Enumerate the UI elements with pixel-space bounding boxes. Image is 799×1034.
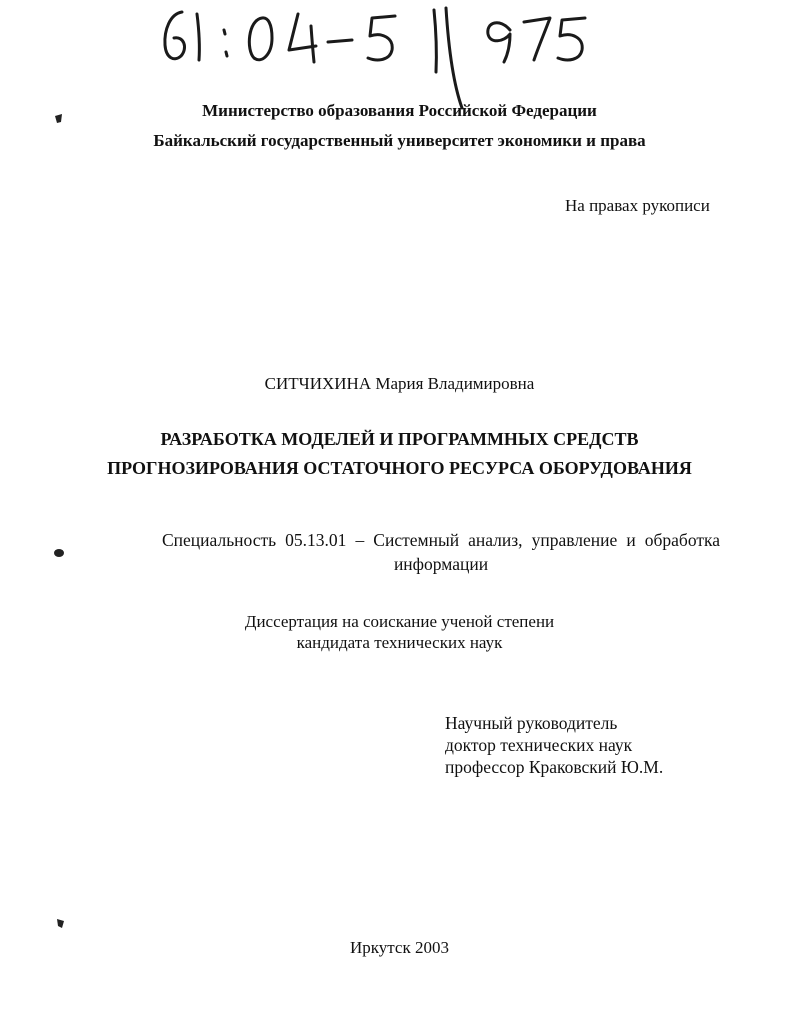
degree-line-2: кандидата технических наук	[296, 633, 503, 652]
supervisor-block	[445, 712, 663, 778]
manuscript-note: На правах рукописи	[565, 196, 710, 215]
university-heading: Байкальский государственный университет экономики и права	[153, 131, 646, 150]
scan-blot-3	[54, 916, 68, 932]
specialty-line-2: информации	[393, 554, 489, 574]
supervisor-role: Научный руководитель	[445, 713, 618, 733]
city-year: Иркутск 2003	[350, 938, 449, 957]
scan-blot-2	[52, 546, 68, 560]
handwritten-archive-code	[0, 0, 799, 110]
dissertation-title-line-2: ПРОГНОЗИРОВАНИЯ ОСТАТОЧНОГО РЕСУРСА ОБОРУДОВАНИЯ	[107, 458, 692, 478]
specialty-block	[162, 528, 720, 576]
specialty-line-1: Специальность 05.13.01 – Системный анализ, управление и обработка	[162, 530, 720, 550]
ministry-heading: Министерство образования Российской Федерации	[202, 101, 597, 120]
dissertation-title-line-1: РАЗРАБОТКА МОДЕЛЕЙ И ПРОГРАММНЫХ СРЕДСТВ	[160, 429, 639, 449]
supervisor-degree: доктор технических наук	[445, 735, 633, 755]
supervisor-name: профессор Краковский Ю.М.	[445, 757, 664, 777]
degree-line-1: Диссертация на соискание ученой степени	[244, 612, 555, 631]
author-name: СИТЧИХИНА Мария Владимировна	[264, 374, 535, 393]
